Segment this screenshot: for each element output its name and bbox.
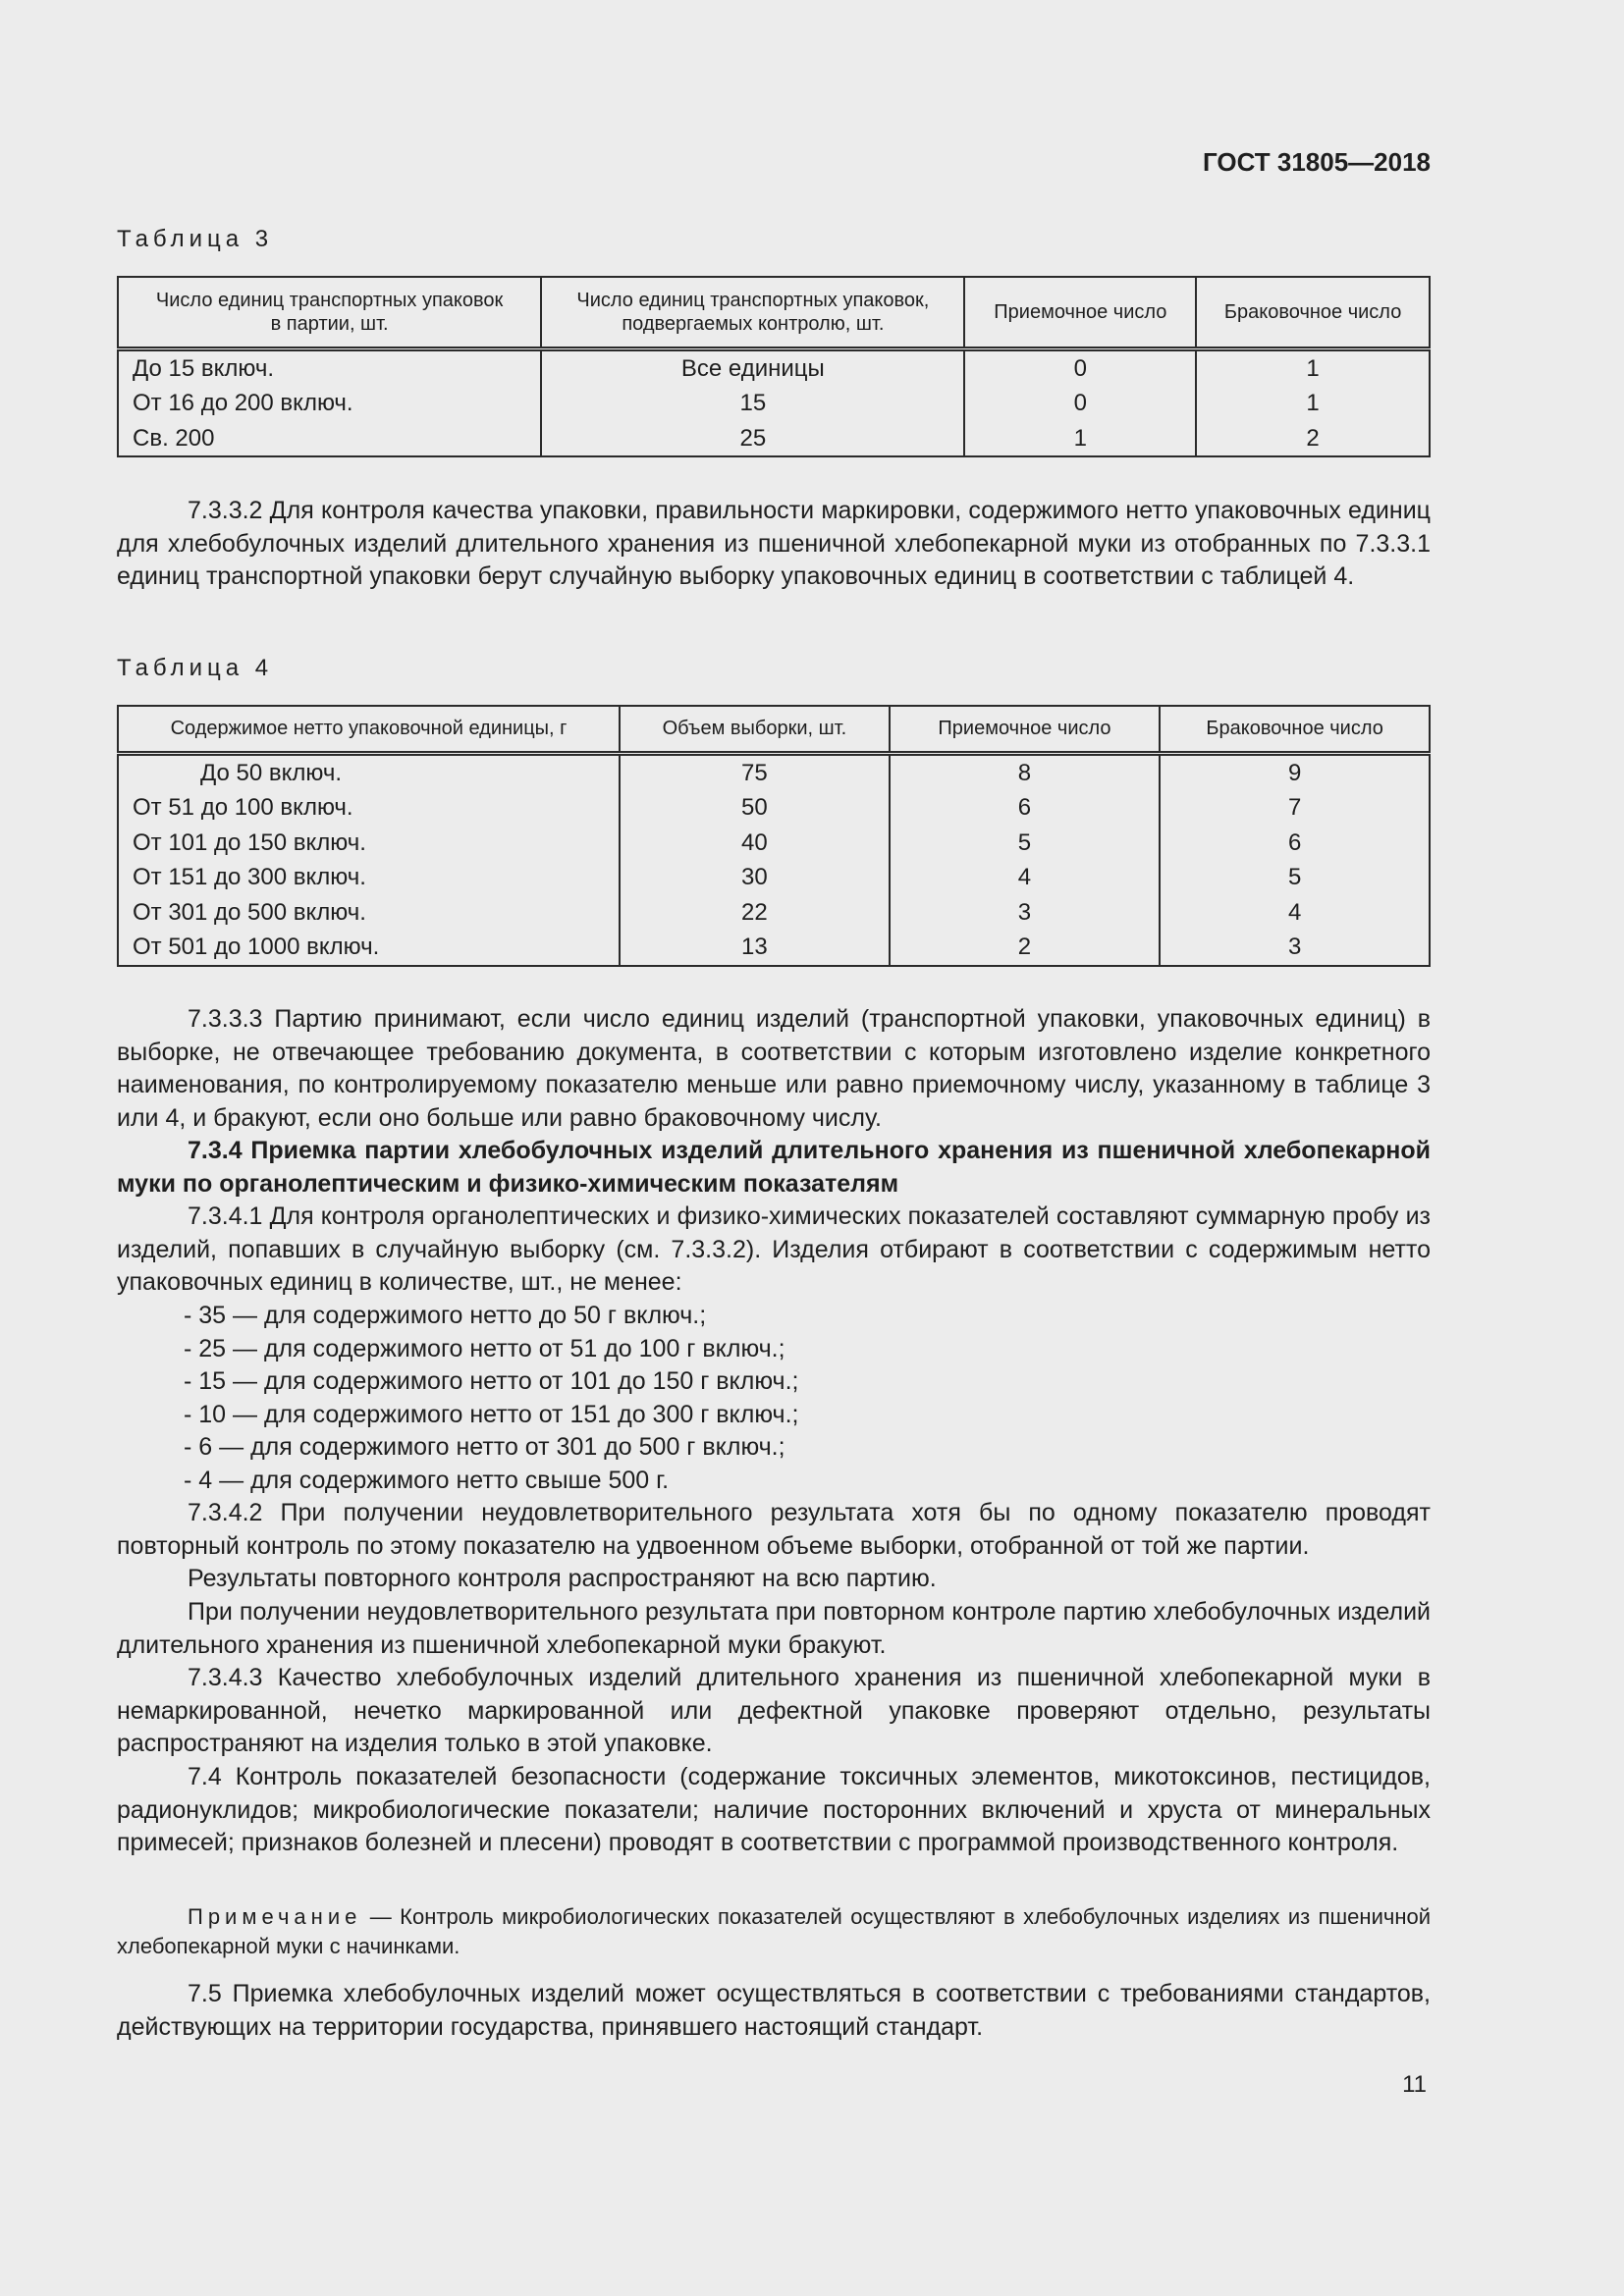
table-cell: До 50 включ. [200,759,343,786]
list-item: - 25 — для содержимого нетто от 51 до 100 г включ.; [184,1334,785,1362]
table-cell: 1 [1196,348,1430,386]
table-cell: От 51 до 100 включ. [133,794,353,821]
table-cell: 40 [620,826,890,861]
paragraph-7-3-4-2: 7.3.4.2 При получении неудовлетворительного результата хотя бы по одному показателю проводят повторный контроль по этому показателю на удвоенном объеме выборки, отобранной от той же партии. [117,1499,1431,1560]
table4-header-3: Приемочное число [890,706,1161,753]
table-cell: 3 [890,895,1161,931]
table3-header-3: Приемочное число [964,277,1196,348]
table-cell: 4 [1160,895,1430,931]
table-cell: 25 [541,421,964,457]
table-cell: 50 [620,790,890,826]
table4 [117,705,1431,967]
table-cell: До 15 включ. [133,354,275,382]
table-cell: От 501 до 1000 включ. [133,934,380,960]
table-cell: 2 [890,930,1161,966]
note-label: Примечание [188,1904,362,1929]
table3-header-4: Браковочное число [1196,277,1430,348]
list-item: - 6 — для содержимого нетто от 301 до 500 г включ.; [184,1433,785,1461]
table-cell: 5 [1160,860,1430,895]
table-cell: 2 [1196,421,1430,457]
table-cell: 13 [620,930,890,966]
table3-header-2: Число единиц транспортных упаковок, подвергаемых контролю, шт. [541,277,964,348]
table4-header-1: Содержимое нетто упаковочной единицы, г [118,706,620,753]
table-cell: От 301 до 500 включ. [133,898,366,926]
table-cell: Св. 200 [133,424,215,452]
list-item: - 15 — для содержимого нетто от 101 до 150 г включ.; [184,1367,799,1395]
paragraph-7-3-3-2: 7.3.3.2 Для контроля качества упаковки, правильности маркировки, содержимого нетто упаковочных единиц для хлебобулочных изделий длительного хранения из пшеничной хлебопекарной муки из отобранных по 7.3.3.1 единиц транспортной упаковки берут случайную выборку упаковочных единиц в соответствии с таблицей 4. [117,497,1431,590]
table-cell: 6 [1160,826,1430,861]
sample-size-list [184,1300,798,1497]
paragraph-results: Результаты повторного контроля распространяют на всю партию. [188,1565,937,1592]
list-item: - 4 — для содержимого нетто свыше 500 г. [184,1466,670,1494]
list-item: - 35 — для содержимого нетто до 50 г включ.; [184,1302,707,1329]
table-cell: 9 [1160,753,1430,790]
table-row [118,348,1430,386]
page-number: 11 [1402,2071,1427,2098]
table-cell: 30 [620,860,890,895]
paragraph-7-5: 7.5 Приемка хлебобулочных изделий может осуществляться в соответствии с требованиями стандартов, действующих на территории государства, принявшего настоящий стандарт. [117,1980,1431,2041]
note [117,1902,1431,1961]
table-cell: Все единицы [541,348,964,386]
table-row [118,930,1430,966]
table-row [118,895,1430,931]
table4-header-4: Браковочное число [1160,706,1430,753]
table-row [118,421,1430,457]
document-header: ГОСТ 31805—2018 [1203,147,1431,177]
table-cell: 22 [620,895,890,931]
paragraph-7-3-4-1: 7.3.4.1 Для контроля органолептических и физико-химических показателей составляют суммарную пробу из изделий, попавших в случайную выборку (см. 7.3.3.2). Изделия отбирают в соответствии с содержимым нетто упаковочных единиц в количестве, шт., не менее: [117,1202,1431,1296]
table4-caption: Таблица 4 [117,655,274,681]
table-cell: 1 [964,421,1196,457]
table-cell: 0 [964,348,1196,386]
table-cell: 3 [1160,930,1430,966]
table-cell: 5 [890,826,1161,861]
paragraph-7-3-3-3: 7.3.3.3 Партию принимают, если число единиц изделий (транспортной упаковки, упаковочных единиц) в выборке, не отвечающее требованию документа, в соответствии с которым изготовлено изделие конкретного наименования, по контролируемому показателю меньше или равно приемочному числу, указанному в таблице 3 или 4, и бракуют, если оно больше или равно браковочному числу. [117,1005,1431,1132]
table-row [118,753,1430,790]
note-text: — Контроль микробиологических показателей осуществляют в хлебобулочных изделиях из пшеничной хлебопекарной муки с начинками. [117,1904,1431,1958]
table-cell: 1 [1196,386,1430,421]
table-cell: 75 [620,753,890,790]
paragraph-reject: При получении неудовлетворительного результата при повторном контроле партию хлебобулочных изделий длительного хранения из пшеничной хлебопекарной муки бракуют. [117,1598,1431,1659]
table-row [118,386,1430,421]
table-row [118,860,1430,895]
table-cell: От 101 до 150 включ. [133,828,366,856]
table-cell: 15 [541,386,964,421]
table-row [118,790,1430,826]
table-cell: От 16 до 200 включ. [133,390,353,416]
table-cell: 6 [890,790,1161,826]
table-cell: От 151 до 300 включ. [133,864,366,890]
list-item: - 10 — для содержимого нетто от 151 до 300 г включ.; [184,1400,799,1428]
table4-header-2: Объем выборки, шт. [620,706,890,753]
table-cell: 0 [964,386,1196,421]
table-cell: 4 [890,860,1161,895]
table-row [118,826,1430,861]
table3-header-1: Число единиц транспортных упаковок в партии, шт. [118,277,541,348]
paragraph-7-4: 7.4 Контроль показателей безопасности (содержание токсичных элементов, микотоксинов, пестицидов, радионуклидов; микробиологические показатели; наличие посторонних включений и хруста от минеральных примесей; признаков болезней и плесени) проводят в соответствии с программой производственного контроля. [117,1763,1431,1856]
table-cell: 7 [1160,790,1430,826]
table-cell: 8 [890,753,1161,790]
heading-7-3-4: 7.3.4 Приемка партии хлебобулочных изделий длительного хранения из пшеничной хлебопекарной муки по органолептическим и физико-химическим показателям [117,1137,1431,1198]
table3 [117,276,1431,457]
table3-caption: Таблица 3 [117,226,274,252]
paragraph-7-3-4-3: 7.3.4.3 Качество хлебобулочных изделий длительного хранения из пшеничной хлебопекарной муки в немаркированной, нечетко маркированной или дефектной упаковке проверяют отдельно, результаты распространяют на изделия только в этой упаковке. [117,1664,1431,1757]
